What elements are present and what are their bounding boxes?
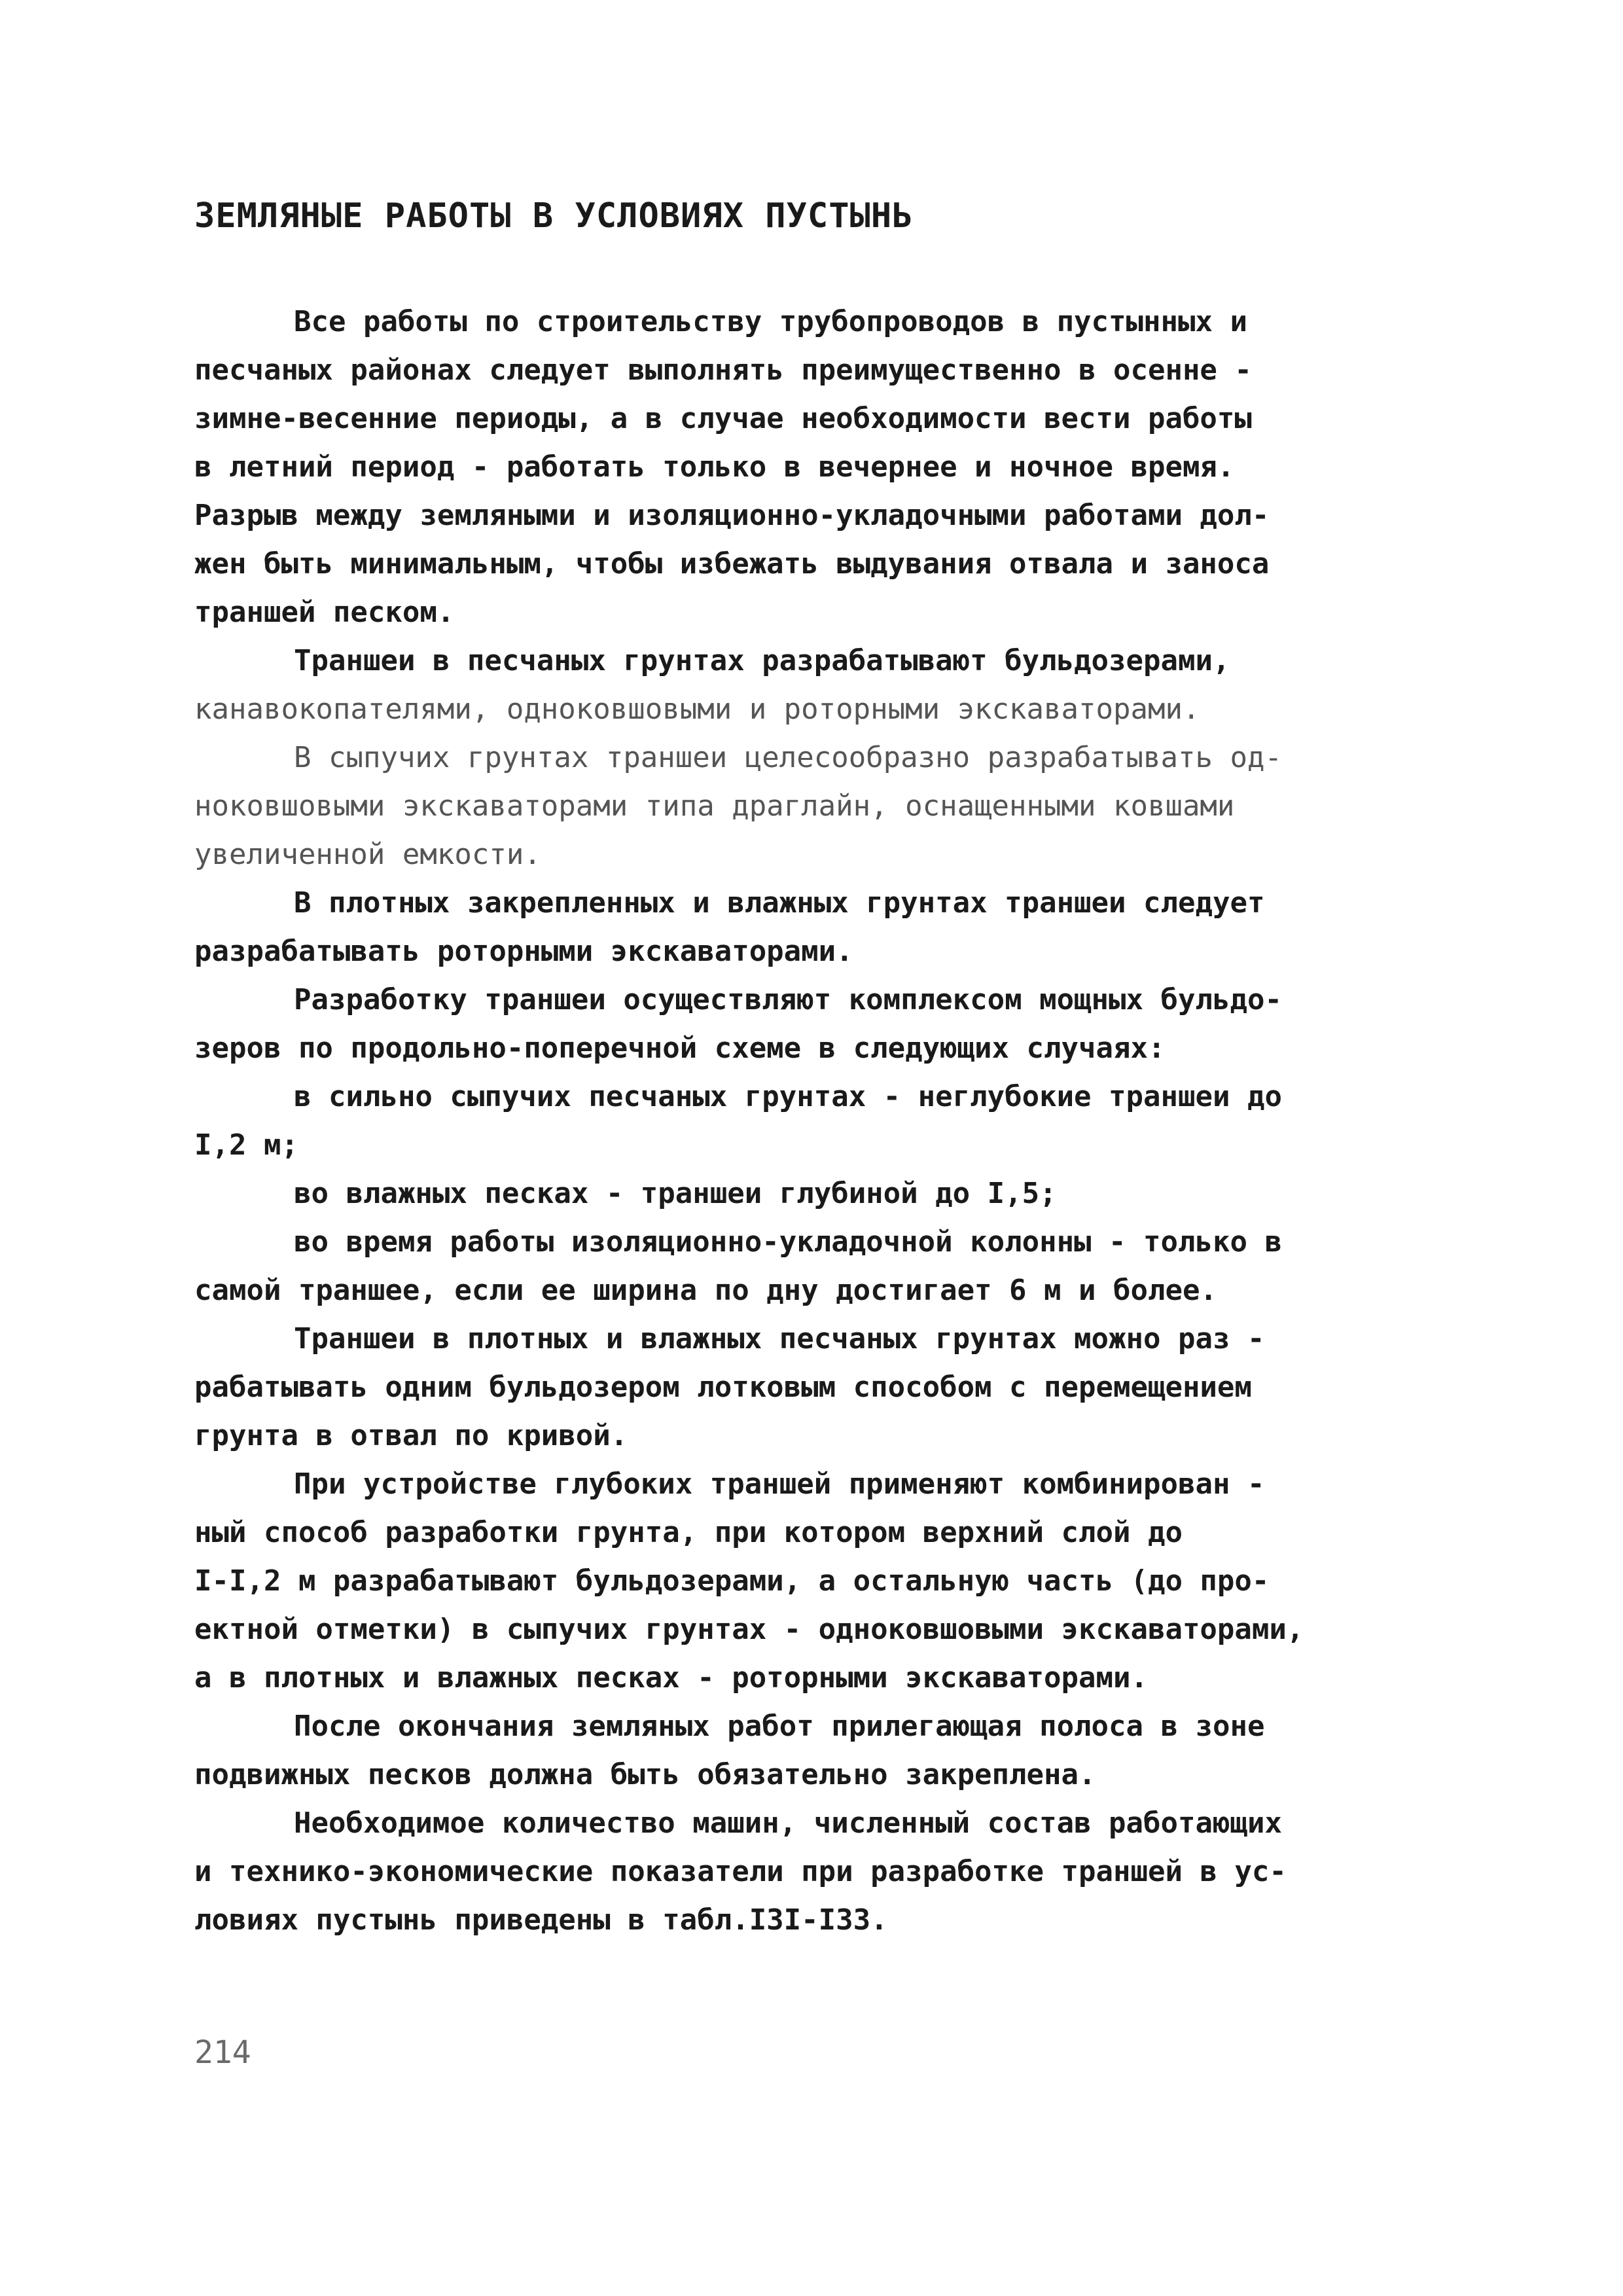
text-line: В сыпучих грунтах траншеи целесообразно разрабатывать од- (294, 741, 1282, 774)
text-line: Траншеи в плотных и влажных песчаных грунтах можно раз - (294, 1322, 1265, 1355)
page-title: ЗЕМЛЯНЫЕ РАБОТЫ В УСЛОВИЯХ ПУСТЫНЬ (194, 196, 914, 236)
text-line: Все работы по строительству трубопроводов в пустынных и (294, 305, 1247, 338)
text-line: После окончания земляных работ прилегающая полоса в зоне (294, 1710, 1265, 1743)
text-line: во влажных песках - траншеи глубиной до I,5; (294, 1177, 1057, 1210)
text-line: грунта в отвал по кривой. (194, 1419, 628, 1452)
text-line: ноковшовыми экскаваторами типа драглайн, оснащенными ковшами (194, 789, 1235, 823)
text-line: песчаных районах следует выполнять преимущественно в осенне - (194, 353, 1252, 387)
text-line: канавокопателями, одноковшовыми и роторными экскаваторами. (194, 692, 1200, 726)
body-text (194, 298, 1425, 1945)
text-line: жен быть минимальным, чтобы избежать выдувания отвала и заноса (194, 547, 1270, 581)
text-line: При устройстве глубоких траншей применяют комбинирован - (294, 1467, 1265, 1501)
text-line: рабатывать одним бульдозером лотковым способом с перемещением (194, 1371, 1252, 1404)
text-line: I,2 м; (194, 1128, 298, 1162)
text-line: а в плотных и влажных песках - роторными экскаваторами. (194, 1661, 1148, 1695)
page-number: 214 (194, 2034, 251, 2071)
text-line: ный способ разработки грунта, при котором верхний слой до (194, 1516, 1183, 1549)
text-line: ловиях пустынь приведены в табл.I3I-I33. (194, 1903, 888, 1937)
text-line: В плотных закрепленных и влажных грунтах траншеи следует (294, 886, 1265, 920)
text-line: увеличенной емкости. (194, 838, 541, 871)
text-line: разрабатывать роторными экскаваторами. (194, 935, 853, 968)
text-line: I-I,2 м разрабатывают бульдозерами, а остальную часть (до про- (194, 1564, 1270, 1598)
text-line: в летний период - работать только в вечернее и ночное время. (194, 450, 1235, 484)
text-line: зеров по продольно-поперечной схеме в следующих случаях: (194, 1031, 1166, 1065)
text-line: Траншеи в песчаных грунтах разрабатывают бульдозерами, (294, 644, 1230, 677)
text-line: Необходимое количество машин, численный состав работающих (294, 1806, 1282, 1840)
text-line: траншей песком. (194, 596, 455, 629)
text-line: самой траншее, если ее ширина по дну достигает 6 м и более. (194, 1274, 1217, 1307)
text-line: подвижных песков должна быть обязательно закреплена. (194, 1758, 1096, 1791)
text-line: в сильно сыпучих песчаных грунтах - неглубокие траншеи до (294, 1080, 1282, 1113)
text-line: Разрыв между земляными и изоляционно-укладочными работами дол- (194, 499, 1270, 532)
text-line: Разработку траншеи осуществляют комплексом мощных бульдо- (294, 983, 1282, 1016)
text-line: и технико-экономические показатели при разработке траншей в ус- (194, 1855, 1287, 1888)
text-line: во время работы изоляционно-укладочной колонны - только в (294, 1225, 1282, 1259)
text-line: зимне-весенние периоды, а в случае необходимости вести работы (194, 402, 1252, 435)
text-line: ектной отметки) в сыпучих грунтах - одноковшовыми экскаваторами, (194, 1613, 1304, 1646)
